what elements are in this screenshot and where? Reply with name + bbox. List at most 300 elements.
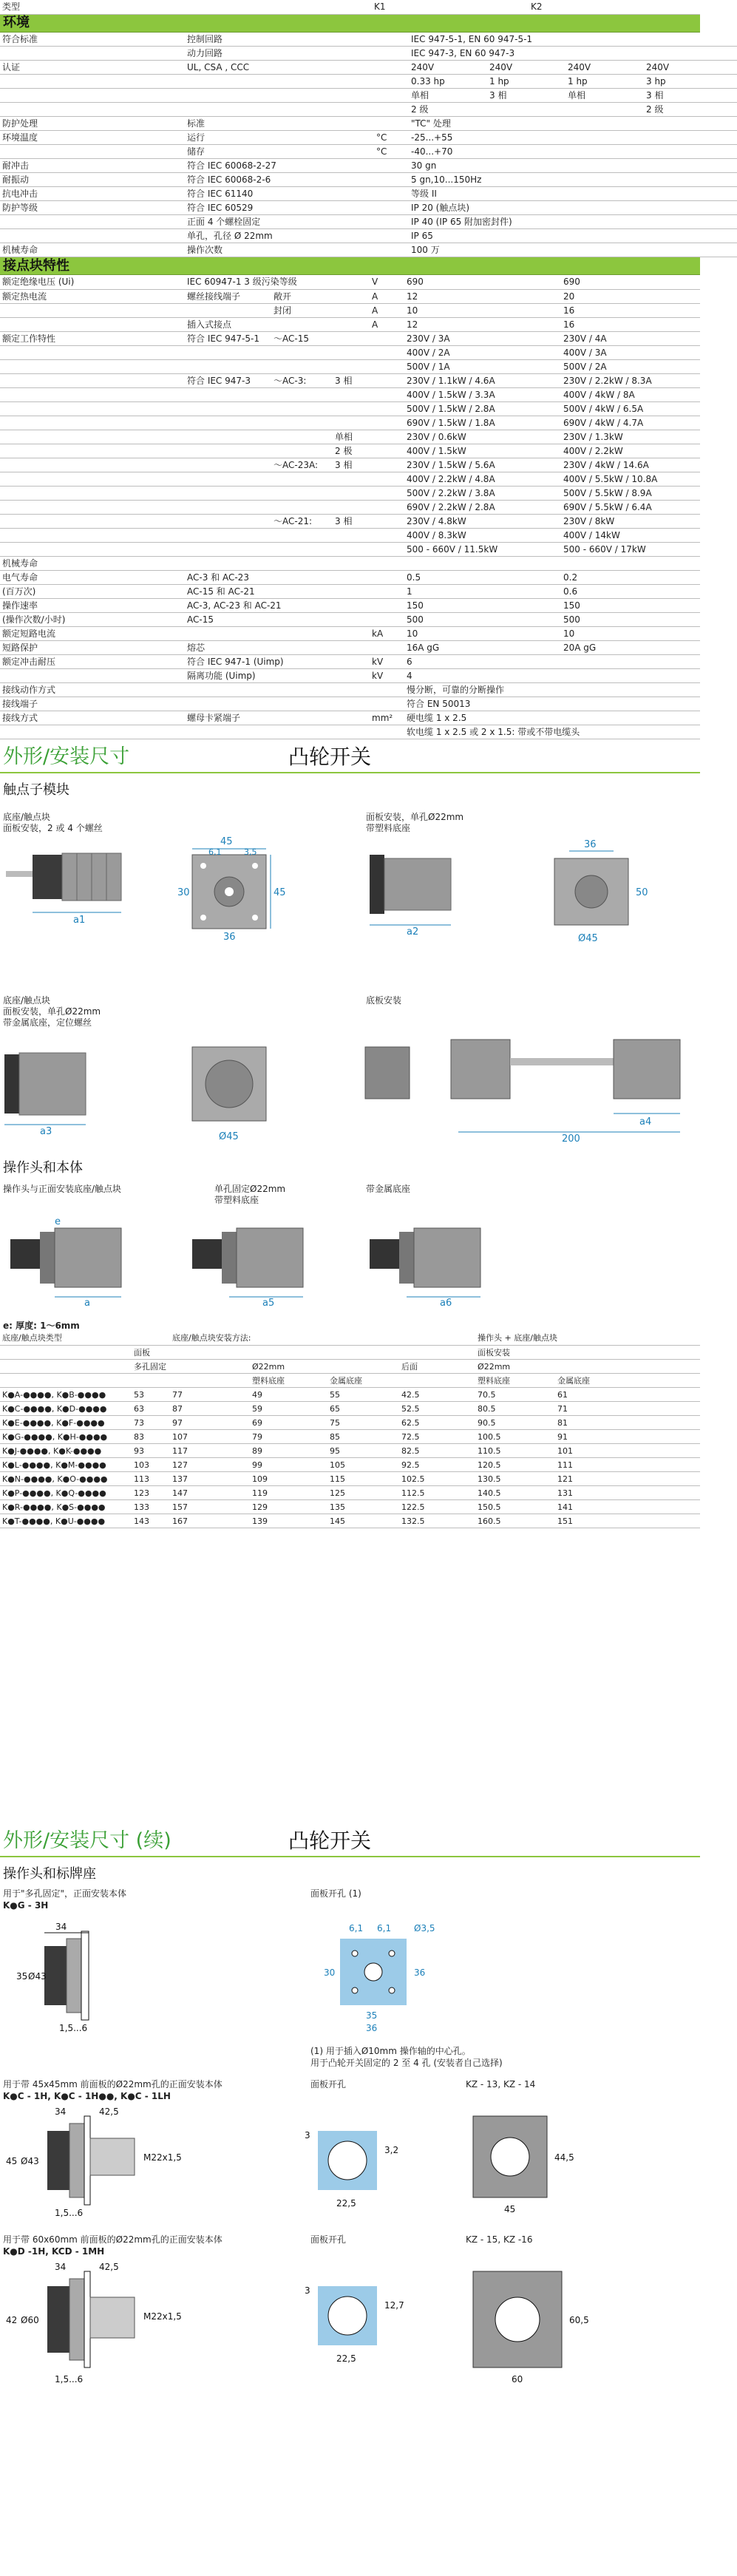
dims-cell: 145 — [327, 1514, 399, 1528]
g3-caption: 用于带 60x60mm 前面板的Ø22mm孔的正面安装本体 — [3, 2234, 223, 2245]
contacts-cell — [0, 387, 185, 401]
contacts-cell — [185, 472, 271, 486]
dims-cell: 157 — [170, 1500, 250, 1514]
contacts-cell: 2 极 — [333, 444, 370, 458]
g2-caption: 用于带 45x45mm 前面板的Ø22mm孔的正面安装本体 — [3, 2078, 223, 2089]
contacts-cell — [271, 345, 333, 359]
contacts-cell — [185, 696, 271, 711]
env-cell — [566, 243, 644, 257]
env-cell: 单相 — [566, 89, 644, 103]
contacts-cell — [185, 486, 271, 500]
contacts-cell — [333, 345, 370, 359]
dims-cell: 150.5 — [475, 1500, 555, 1514]
contacts-row — [0, 289, 700, 303]
contacts-cell — [370, 696, 404, 711]
contacts-cell — [370, 458, 404, 472]
env-cell — [0, 47, 185, 61]
contacts-cell: 10 — [561, 626, 700, 640]
contacts-cell: AC-15 — [185, 612, 271, 626]
dims-cell: 160.5 — [475, 1514, 555, 1528]
contacts-cell: A — [370, 317, 404, 331]
contacts-row — [0, 359, 700, 373]
env-cell — [335, 89, 374, 103]
contacts-cell — [561, 725, 700, 739]
dims-cell: 49 — [250, 1388, 327, 1402]
contacts-cell — [333, 626, 370, 640]
heads-section — [0, 1857, 700, 2478]
env-cell — [566, 103, 644, 117]
contacts-cell — [185, 682, 271, 696]
contacts-cell — [370, 359, 404, 373]
contacts-cell — [271, 556, 333, 570]
dim-45-side: 45 — [274, 887, 286, 898]
contacts-cell — [0, 345, 185, 359]
env-cell — [296, 243, 335, 257]
env-cell — [335, 145, 374, 159]
contacts-row — [0, 458, 700, 472]
dims-cell: 133 — [132, 1500, 170, 1514]
contacts-cell: 3 相 — [333, 458, 370, 472]
contacts-cell: 400V / 2.2kW — [561, 444, 700, 458]
env-cell: 单相 — [409, 89, 487, 103]
contacts-cell — [271, 416, 333, 430]
env-row — [0, 131, 737, 145]
dims-cell: 52.5 — [399, 1402, 475, 1416]
env-cell: 100 万 — [409, 243, 487, 257]
contacts-cell: 慢分断，可靠的分断操作 — [404, 682, 561, 696]
env-cell — [374, 61, 409, 75]
contacts-cell: IEC 60947-1 3 级污染等级 — [185, 275, 271, 289]
g3-cut-caption: 面板开孔 — [310, 2234, 347, 2245]
contacts-cell — [271, 626, 333, 640]
dim-a3: a3 — [40, 1125, 52, 1137]
env-cell: IP 40 (IP 65 附加密封件) — [409, 215, 487, 229]
dims-cell: 111 — [555, 1458, 700, 1472]
contacts-row — [0, 542, 700, 556]
env-cell: 防护等级 — [0, 201, 185, 215]
contacts-cell — [333, 303, 370, 317]
contacts-cell — [0, 725, 185, 739]
contacts-cell — [561, 668, 700, 682]
env-cell — [335, 75, 374, 89]
contacts-cell: 接线动作方式 — [0, 682, 185, 696]
contacts-cell: 400V / 5.5kW / 10.8A — [561, 472, 700, 486]
env-cell — [644, 145, 737, 159]
env-cell — [296, 229, 335, 243]
env-cell: 认证 — [0, 61, 185, 75]
contacts-cell: 额定冲击耐压 — [0, 654, 185, 668]
env-cell: 240V — [566, 61, 644, 75]
contacts-cell: 230V / 0.6kW — [404, 430, 561, 444]
dims-cell: 95 — [327, 1444, 399, 1458]
heads-title: 操作头和标牌座 — [3, 1865, 96, 1882]
env-cell: IEC 947-3, EN 60 947-3 — [409, 47, 487, 61]
contacts-cell — [271, 317, 333, 331]
env-cell: 耐振动 — [0, 173, 185, 187]
contacts-cell: 3 相 — [333, 373, 370, 387]
dims-cell: K●L-●●●●, K●M-●●●● — [0, 1458, 132, 1472]
contacts-cell — [333, 696, 370, 711]
dims-cell: 87 — [170, 1402, 250, 1416]
contacts-cell: 封闭 — [271, 303, 333, 317]
contacts-row — [0, 345, 700, 359]
g3-cut — [303, 2264, 451, 2382]
dims-cell: 53 — [132, 1388, 170, 1402]
contacts-cell — [0, 359, 185, 373]
contacts-cell — [271, 528, 333, 542]
contacts-cell — [0, 514, 185, 528]
contacts-row — [0, 711, 700, 725]
ophead-fig3-caption: 带金属底座 — [366, 1183, 411, 1194]
dims-row — [0, 1402, 700, 1416]
g2-cut — [303, 2109, 451, 2220]
contacts-cell — [333, 472, 370, 486]
contacts-cell: AC-3 和 AC-23 — [185, 570, 271, 584]
g2-cut-caption: 面板开孔 — [310, 2078, 347, 2089]
dims-header-rear: 后面 — [399, 1360, 475, 1374]
dim-a1: a1 — [73, 914, 86, 926]
dims-row — [0, 1514, 700, 1528]
env-cell: 等级 II — [409, 187, 487, 201]
panel-cut-caption: 面板开孔 (1) — [310, 1888, 361, 1899]
env-cell — [644, 215, 737, 229]
contacts-cell — [333, 542, 370, 556]
contacts-cell — [271, 570, 333, 584]
env-cell — [487, 229, 566, 243]
dims-cell: 112.5 — [399, 1486, 475, 1500]
contacts-cell: kV — [370, 668, 404, 682]
env-cell — [0, 103, 185, 117]
env-row — [0, 75, 737, 89]
dims-cell: K●A-●●●●, K●B-●●●● — [0, 1388, 132, 1402]
dim-30: 30 — [177, 887, 190, 898]
env-cell: 防护处理 — [0, 117, 185, 131]
contacts-cell — [185, 500, 271, 514]
dim-a2: a2 — [407, 926, 419, 938]
g2-d45: 45 — [6, 2155, 18, 2166]
g1-d34: 34 — [55, 1921, 67, 1932]
contacts-cell — [185, 444, 271, 458]
env-cell: 符合 IEC 61140 — [185, 187, 296, 201]
env-cell: °C — [374, 131, 409, 145]
contacts-cell: 额定热电流 — [0, 289, 185, 303]
contacts-cell — [370, 556, 404, 570]
env-cell: 2 级 — [644, 103, 737, 117]
contacts-cell — [185, 542, 271, 556]
env-cell — [335, 159, 374, 173]
contacts-row — [0, 514, 700, 528]
env-cell — [644, 117, 737, 131]
contacts-cell — [185, 345, 271, 359]
contacts-cell: 230V / 8kW — [561, 514, 700, 528]
env-cell — [644, 131, 737, 145]
section-title-green: 外形/安装尺寸 — [3, 745, 130, 768]
contacts-cell — [370, 331, 404, 345]
env-row — [0, 103, 737, 117]
contacts-cell — [271, 584, 333, 598]
contacts-cell — [333, 387, 370, 401]
contacts-cell — [333, 711, 370, 725]
k2-label: K2 — [529, 0, 607, 14]
contacts-cell: 400V / 1.5kW — [404, 444, 561, 458]
contacts-row — [0, 500, 700, 514]
contacts-row — [0, 387, 700, 401]
contacts-cell: 500V / 1.5kW / 2.8A — [404, 401, 561, 416]
contacts-cell: 230V / 1.3kW — [561, 430, 700, 444]
contacts-row — [0, 472, 700, 486]
env-cell: 动力回路 — [185, 47, 296, 61]
contacts-cell — [185, 387, 271, 401]
dims-cell: 115 — [327, 1472, 399, 1486]
dims-header-metal: 金属底座 — [327, 1374, 399, 1388]
env-row — [0, 201, 737, 215]
fig1-front-view — [170, 833, 318, 943]
env-cell: 240V — [409, 61, 487, 75]
dims-header-panel2: 面板安装 — [475, 1346, 700, 1360]
g1-panel-cut — [303, 1916, 466, 2035]
fig1-side-view — [3, 840, 136, 929]
contacts-cell: 螺丝接线端子 — [185, 289, 271, 303]
contacts-row — [0, 640, 700, 654]
contacts-cell — [370, 345, 404, 359]
env-cell: 5 gn,10...150Hz — [409, 173, 487, 187]
env-cell — [566, 159, 644, 173]
env-cell — [0, 89, 185, 103]
g2-dia43: Ø43 — [21, 2155, 39, 2166]
env-row — [0, 187, 737, 201]
contacts-cell: 230V / 2.2kW / 8.3A — [561, 373, 700, 387]
contacts-cell — [0, 472, 185, 486]
env-cell — [296, 103, 335, 117]
contacts-cell: 230V / 1.5kW / 5.6A — [404, 458, 561, 472]
env-cell — [296, 61, 335, 75]
contacts-row — [0, 430, 700, 444]
env-cell: 240V — [644, 61, 737, 75]
contacts-cell — [333, 528, 370, 542]
contacts-cell — [370, 416, 404, 430]
pc-dia35: Ø3,5 — [414, 1922, 435, 1933]
contacts-cell — [333, 416, 370, 430]
contacts-row — [0, 373, 700, 387]
contacts-cell — [370, 542, 404, 556]
dims-cell: 65 — [327, 1402, 399, 1416]
contacts-cell — [333, 331, 370, 345]
contacts-cell: A — [370, 303, 404, 317]
env-cell: 3 相 — [487, 89, 566, 103]
dims-cell: 143 — [132, 1514, 170, 1528]
dims-cell: 147 — [170, 1486, 250, 1500]
contacts-cell: 230V / 4A — [561, 331, 700, 345]
dims-header-multi: 多孔固定 — [132, 1360, 250, 1374]
fig3-front-view — [163, 1032, 310, 1143]
contacts-cell — [0, 373, 185, 387]
contacts-cell — [333, 654, 370, 668]
pc-note1: (1) 用于插入Ø10mm 操作轴的中心孔。 — [310, 2045, 471, 2056]
pc-d30: 30 — [324, 1967, 336, 1978]
dims-row — [0, 1430, 700, 1444]
env-cell: 3 hp — [644, 75, 737, 89]
g2-kz45a: 44,5 — [554, 2152, 574, 2163]
env-cell — [374, 75, 409, 89]
env-cell — [335, 215, 374, 229]
contacts-cell: 符合 IEC 947-5-1 — [185, 331, 271, 345]
dim-36b: 36 — [584, 838, 597, 850]
contacts-row — [0, 682, 700, 696]
contacts-cell — [0, 430, 185, 444]
dims-cell: 141 — [555, 1500, 700, 1514]
contacts-cell — [185, 725, 271, 739]
contacts-cell — [333, 598, 370, 612]
env-cell: 符合 IEC 60068-2-6 — [185, 173, 296, 187]
contacts-cell: AC-15 和 AC-21 — [185, 584, 271, 598]
contacts-cell: 符合 IEC 947-1 (Uimp) — [185, 654, 271, 668]
g1-dia43: Ø43 — [28, 1970, 47, 1982]
contacts-cell: 插入式接点 — [185, 317, 271, 331]
g3-c225: 22,5 — [336, 2353, 356, 2364]
dims-cell: 69 — [250, 1416, 327, 1430]
env-cell — [0, 215, 185, 229]
g2-kz-caption: KZ - 13, KZ - 14 — [466, 2078, 536, 2089]
dims-cell: 135 — [327, 1500, 399, 1514]
dims-cell: K●J-●●●●, K●K-●●●● — [0, 1444, 132, 1458]
contacts-cell: 500V / 1A — [404, 359, 561, 373]
g3-kz605: 60,5 — [569, 2314, 589, 2325]
env-cell — [185, 89, 296, 103]
contacts-cell — [333, 668, 370, 682]
contacts-cell: 230V / 4kW / 14.6A — [561, 458, 700, 472]
contacts-cell — [185, 359, 271, 373]
contacts-cell — [185, 458, 271, 472]
env-cell: 2 级 — [409, 103, 487, 117]
contacts-row — [0, 654, 700, 668]
dims-cell: 105 — [327, 1458, 399, 1472]
env-row — [0, 243, 737, 257]
g3-d34: 34 — [55, 2261, 67, 2272]
env-row — [0, 159, 737, 173]
dim-e1: e — [55, 1216, 61, 1227]
env-cell — [566, 117, 644, 131]
contacts-row — [0, 401, 700, 416]
env-row — [0, 215, 737, 229]
contacts-cell: 熔芯 — [185, 640, 271, 654]
env-cell — [374, 243, 409, 257]
contacts-cell — [271, 542, 333, 556]
env-cell: IEC 947-5-1, EN 60 947-5-1 — [409, 33, 487, 47]
contacts-cell — [0, 668, 185, 682]
env-cell — [487, 103, 566, 117]
env-cell: 储存 — [185, 145, 296, 159]
g2-model: K●C - 1H, K●C - 1H●●, K●C - 1LH — [3, 2090, 171, 2101]
contacts-cell: 20 — [561, 289, 700, 303]
contacts-cell — [370, 528, 404, 542]
contacts-cell — [370, 486, 404, 500]
contacts-cell: 0.2 — [561, 570, 700, 584]
env-cell — [487, 201, 566, 215]
contacts-cell — [370, 570, 404, 584]
g2-d425: 42,5 — [99, 2106, 119, 2117]
contacts-cell — [0, 500, 185, 514]
dims-row — [0, 1416, 700, 1430]
env-cell: 单孔，孔径 Ø 22mm — [185, 229, 296, 243]
contacts-row — [0, 626, 700, 640]
contacts-cell: 操作速率 — [0, 598, 185, 612]
contacts-cell: 400V / 4kW / 8A — [561, 387, 700, 401]
env-cell: 240V — [487, 61, 566, 75]
contacts-cell — [333, 640, 370, 654]
env-cell — [487, 243, 566, 257]
dim-a6: a6 — [440, 1297, 452, 1309]
contacts-cell: 150 — [561, 598, 700, 612]
g1-d35: 35 — [16, 1970, 28, 1982]
dims-row — [0, 1444, 700, 1458]
dims-cell: 119 — [250, 1486, 327, 1500]
dims-cell: 55 — [327, 1388, 399, 1402]
contacts-cell: 接线端子 — [0, 696, 185, 711]
section2-title-black: 凸轮开关 — [288, 1828, 372, 1853]
env-cell — [296, 159, 335, 173]
dims-cell: 101 — [555, 1444, 700, 1458]
contacts-cell: 500V / 2.2kW / 3.8A — [404, 486, 561, 500]
fig2-side-view — [362, 847, 466, 936]
contacts-cell: 额定工作特性 — [0, 331, 185, 345]
contacts-cell: A — [370, 289, 404, 303]
dims-cell: 72.5 — [399, 1430, 475, 1444]
contacts-cell — [271, 725, 333, 739]
contacts-cell: (百万次) — [0, 584, 185, 598]
dims-header-metal2: 金属底座 — [555, 1374, 700, 1388]
ophead-fig2 — [185, 1217, 333, 1309]
dims-cell: K●R-●●●●, K●S-●●●● — [0, 1500, 132, 1514]
fig4-base-mount — [362, 1025, 687, 1143]
contacts-cell: 690V / 1.5kW / 1.8A — [404, 416, 561, 430]
g2-kz-plate — [458, 2109, 606, 2220]
contacts-cell: kA — [370, 626, 404, 640]
env-cell — [0, 145, 185, 159]
contacts-cell — [271, 612, 333, 626]
dims-section-header — [0, 744, 700, 773]
env-cell — [335, 229, 374, 243]
contacts-cell: 符合 IEC 947-3 — [185, 373, 271, 387]
env-cell: 符合 IEC 60068-2-27 — [185, 159, 296, 173]
dim-a5: a5 — [262, 1297, 275, 1309]
env-cell — [335, 47, 374, 61]
g3-d42: 42 — [6, 2314, 18, 2325]
env-cell: 耐冲击 — [0, 159, 185, 173]
dims-cell: 93 — [132, 1444, 170, 1458]
contacts-cell: 3 相 — [333, 514, 370, 528]
env-cell: IP 65 — [409, 229, 487, 243]
contacts-cell — [271, 500, 333, 514]
thickness-note: e: 厚度: 1～6mm — [3, 1320, 80, 1331]
contacts-cell — [333, 317, 370, 331]
contacts-row — [0, 584, 700, 598]
dims-cell: 81 — [555, 1416, 700, 1430]
env-cell: "TC" 处理 — [409, 117, 487, 131]
dims-section2-header — [0, 1828, 700, 1857]
dims-row — [0, 1500, 700, 1514]
env-cell — [296, 131, 335, 145]
env-cell — [335, 117, 374, 131]
env-cell — [487, 173, 566, 187]
ophead-fig3 — [362, 1217, 510, 1309]
contacts-cell: 400V / 2.2kW / 4.8A — [404, 472, 561, 486]
fig2-caption: 面板安装，单孔Ø22mm 带塑料底座 — [366, 811, 464, 833]
contacts-cell: AC-3, AC-23 和 AC-21 — [185, 598, 271, 612]
contacts-cell — [333, 275, 370, 289]
type-label: 类型 — [0, 0, 185, 14]
contacts-cell — [333, 486, 370, 500]
env-cell — [566, 131, 644, 145]
